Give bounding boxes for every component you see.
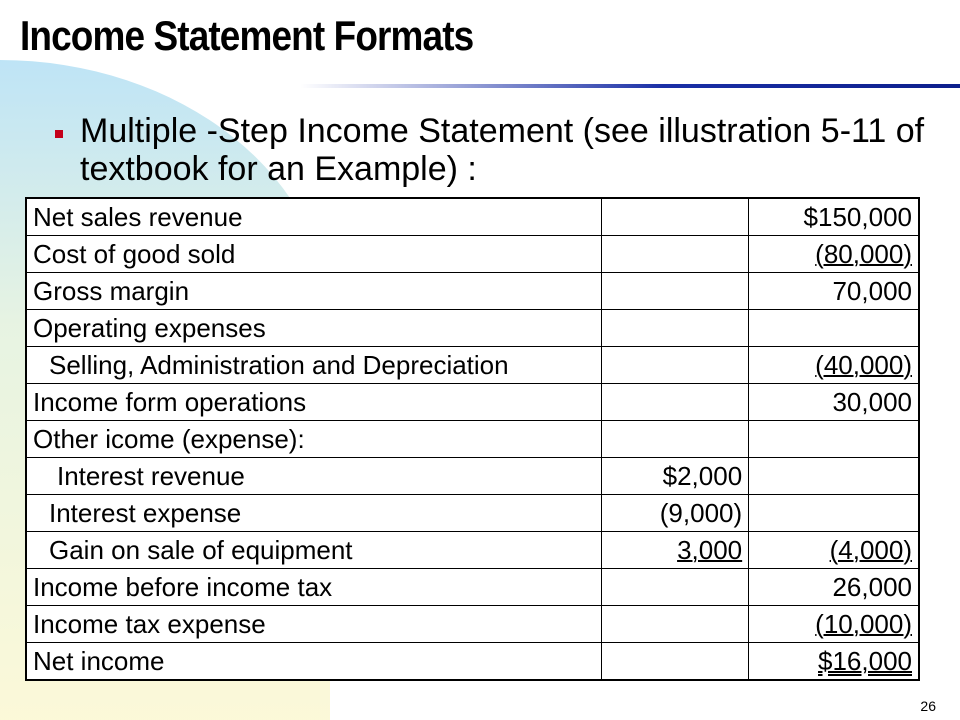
row-mid-value: $2,000 [601,458,748,495]
row-label: Other icome (expense): [26,421,601,458]
table-row [26,310,919,347]
row-mid-value: 3,000 [601,532,748,569]
row-label: Income form operations [26,384,601,421]
row-label: Selling, Administration and Depreciation [26,347,601,384]
page-number: 26 [920,698,936,714]
title-underline [300,84,960,88]
table-row [26,569,919,606]
row-mid-value [601,643,748,681]
row-right-value [749,495,919,532]
row-mid-value [601,236,748,273]
table-row [26,384,919,421]
row-right-value [749,458,919,495]
slide-title: Income Statement Formats [20,12,474,59]
row-label: Income tax expense [26,606,601,643]
row-mid-value [601,606,748,643]
income-statement-table [25,197,920,681]
bullet-square-icon [55,130,63,138]
row-label: Gain on sale of equipment [26,532,601,569]
row-right-value: 30,000 [749,384,919,421]
table-row [26,495,919,532]
row-mid-value [601,310,748,347]
row-right-value [749,310,919,347]
table-row [26,421,919,458]
table-row [26,458,919,495]
row-right-value: (10,000) [749,606,919,643]
row-label: Operating expenses [26,310,601,347]
row-mid-value [601,384,748,421]
row-label: Net sales revenue [26,198,601,236]
row-mid-value [601,421,748,458]
row-right-value: (80,000) [749,236,919,273]
row-right-value [749,421,919,458]
table-row [26,606,919,643]
row-label: Gross margin [26,273,601,310]
row-mid-value [601,569,748,606]
row-label: Income before income tax [26,569,601,606]
row-label: Interest expense [26,495,601,532]
row-right-value: (40,000) [749,347,919,384]
row-right-value: (4,000) [749,532,919,569]
table-row [26,643,919,681]
bullet-text: Multiple -Step Income Statement (see illustration 5-11 of textbook for an Example) : [80,112,925,188]
row-right-value: $16,000 [749,643,919,681]
row-mid-value [601,347,748,384]
table-row [26,347,919,384]
row-mid-value: (9,000) [601,495,748,532]
row-mid-value [601,273,748,310]
row-label: Interest revenue [26,458,601,495]
row-label: Net income [26,643,601,681]
row-right-value: 70,000 [749,273,919,310]
row-right-value: $150,000 [749,198,919,236]
table-row [26,198,919,236]
row-label: Cost of good sold [26,236,601,273]
row-right-value: 26,000 [749,569,919,606]
table-row [26,236,919,273]
row-mid-value [601,198,748,236]
table-row [26,273,919,310]
table-row [26,532,919,569]
